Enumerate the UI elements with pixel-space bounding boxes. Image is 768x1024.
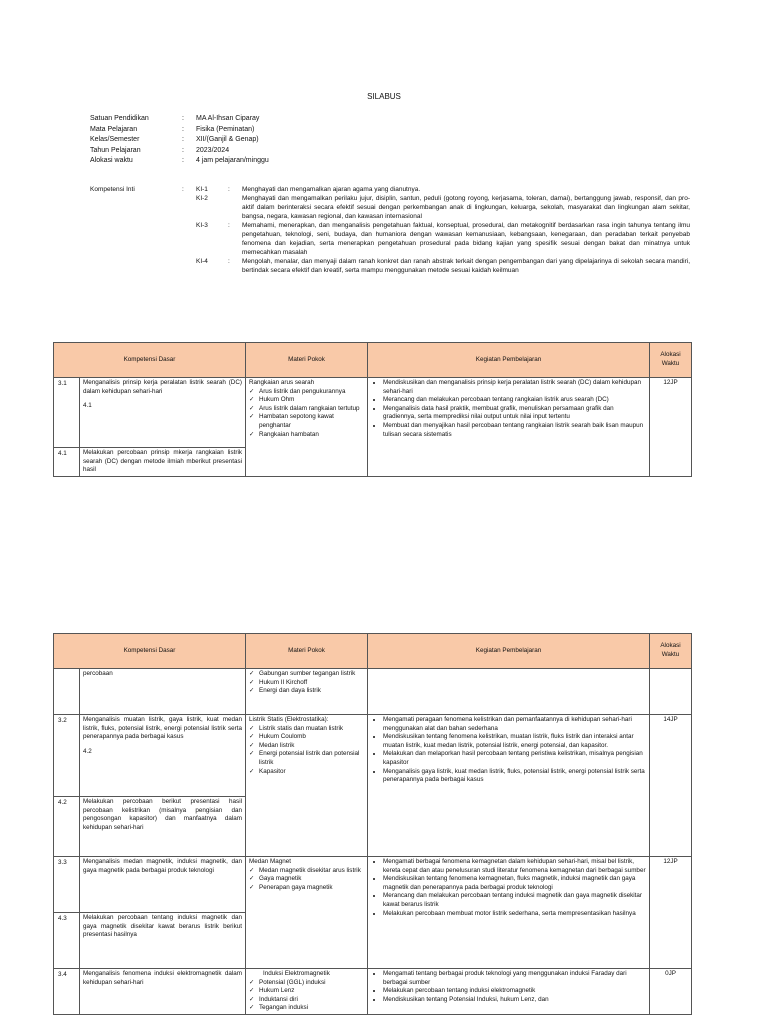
materi-cell <box>246 669 368 715</box>
materi-cell: Medan Magnet ✓ Medan magnetik disekitar arus listrik ✓ Gaya magnetik ✓ Penerapan gaya magnetik <box>246 857 368 969</box>
meta-row: Tahun Pelajaran : 2023/2024 <box>90 146 230 154</box>
alokasi-cell: 12JP <box>650 378 692 477</box>
list-item: ✓ Medan magnetik disekitar arus listrik <box>259 867 364 876</box>
kd-number: 3.4 <box>54 969 80 1015</box>
header-alokasi: Alokasi Waktu <box>650 343 692 378</box>
list-item: • Membuat dan menyajikan hasil percobaan tentang rangkaian listrik searah baik lisan maupun tulisan secara sistematis <box>383 422 646 439</box>
meta-row: Mata Pelajaran : Fisika (Peminatan) <box>90 125 255 133</box>
list-item: ✓ Energi dan daya listrik <box>259 687 364 696</box>
kd-number: 3.2 <box>54 715 80 797</box>
list-item: ✓ Energi potensial listrik dan potensial listrik <box>259 750 364 767</box>
list-item: • Mengamati tentang berbagai produk teknologi yang menggunakan induksi Faraday dari berbagai sumber <box>383 970 646 987</box>
silabus-table-1 <box>53 342 692 477</box>
list-item: • Menganalisis gaya listrik, kuat medan listrik, fluks, potensial listrik, energi potensial listrik serta penerapannya pada berbagai kasus <box>383 768 646 785</box>
list-item: ✓ Arus listrik dalam rangkaian tertutup <box>259 405 364 414</box>
kd-cell: Melakukan percobaan berikut presentasi hasil percobaan kelistrikan (misalnya pengisian dan pengosongan kapasitor) dan manfaatnya dalam kehidupan sehari-hari <box>80 797 246 857</box>
ki-row: Kompetensi Inti : KI-1 : Menghayati dan mengamalkan ajaran agama yang dianutnya. <box>90 186 421 193</box>
list-item: • Merancang dan melakukan percobaan tentang rangkaian listrik arus searah (DC) <box>383 396 646 405</box>
table-header <box>54 634 692 669</box>
kegiatan-cell <box>368 857 650 969</box>
materi-cell: Rangkaian arus searah ✓ Arus listrik dan pengukurannya ✓ Hukum Ohm ✓ Arus listrik dalam rangkaian tertutup ✓ Hambatan sepotong kawat penghantar ✓ Rangkaian hambatan <box>246 378 368 477</box>
table-row <box>54 969 692 1015</box>
list-item: • Melakukan percobaan membuat motor listrik sederhana, serta mempresentasikan hasilnya <box>383 910 646 919</box>
kd-number: 4.2 <box>54 797 80 857</box>
list-item: ✓ Hukum Lenz <box>259 987 364 996</box>
header-materi: Materi Pokok <box>246 343 368 378</box>
kd-cell: Menganalisis muatan listrik, gaya listrik, kuat medan listrik, fluks, potensial listrik, energi potensial listrik serta penerapannya pada berbagai kasus 4.2 <box>80 715 246 797</box>
list-item: ✓ Gaya magnetik <box>259 875 364 884</box>
alokasi-cell: 0JP <box>650 969 692 1015</box>
kd-number: 4.3 <box>54 913 80 969</box>
table-header <box>54 343 692 378</box>
materi-cell: Induksi Elektromagnetik ✓ Potensial (GGL) induksi ✓ Hukum Lenz ✓ Induktansi diri ✓ Tegangan induksi <box>246 969 368 1015</box>
header-kegiatan: Kegiatan Pembelajaran <box>368 343 650 378</box>
list-item: • Mengamati peragaan fenomena kelistrikan dan pemanfaatannya di kehidupan sehari-hari menggunakan alat dan bahan sederhana <box>383 716 646 733</box>
list-item: ✓ Kapasitor <box>259 768 364 777</box>
kd-cell: Menganalisis fenomena induksi elektromagnetik dalam kehidupan sehari-hari <box>80 969 246 1015</box>
list-item: • Melakukan percobaan tentang induksi elektromagnetik <box>383 987 646 996</box>
kd-cell: Melakukan percobaan prinsip mkerja rangkaian listrik searah (DC) dengan metode ilmiah mberikut presentasi hasil <box>80 448 246 477</box>
list-item: • Mendiskusikan dan menganalisis prinsip kerja peralatan listrik searah (DC) dalam kehidupan sehari-hari <box>383 379 646 396</box>
kompetensi-inti <box>90 185 690 275</box>
meta-row: Kelas/Semester : XII/(Ganjil & Genap) <box>90 136 259 143</box>
meta-row: Alokasi waktu : 4 jam pelajaran/minggu <box>90 157 269 164</box>
table-row <box>54 378 692 448</box>
list-item: • Menganalisis data hasil praktik, membuat grafik, menuliskan persamaan grafik dan gradiennya, serta memprediksi nilai output untuk nilai input tertentu <box>383 405 646 422</box>
list-item: ✓ Hukum Ohm <box>259 396 364 405</box>
page-title: SILABUS <box>367 92 401 101</box>
list-item: ✓ Hukum Coulomb <box>259 733 364 742</box>
kd-number: 4.1 <box>54 448 80 477</box>
kegiatan-cell <box>368 969 650 1015</box>
table-row <box>54 857 692 913</box>
ki-row: KI-2 Menghayati dan mengamalkan perilaku jujur, disiplin, santun, peduli (gotong royong, kerjasama, toleran, damai), bertanggung jawab, responsif, dan pro-aktif dalam berinteraksi secara efektif sesuai dengan perkembangan anak di lingkungan, keluarga, sekolah, masyarakat dan lingkungan alam sekitar, bangsa, negara, kawasan regional, dan kawasan internasional <box>196 195 690 220</box>
list-item: ✓ Gabungan sumber tegangan listrik <box>259 670 364 679</box>
list-item: ✓ Rangkaian hambatan <box>259 431 364 440</box>
kd-cell: Menganalisis prinsip kerja peralatan listrik searah (DC) dalam kehidupan sehari-hari 4.1 <box>80 378 246 448</box>
list-item: ✓ Arus listrik dan pengukurannya <box>259 388 364 397</box>
kd-number: 3.1 <box>54 378 80 448</box>
list-item: • Mendiskusikan tentang fenomena kemagnetan, fluks magnetik, induksi magnetik dan gaya magnetik dan penerapannya pada berbagai produk teknologi <box>383 875 646 892</box>
alokasi-cell: 12JP <box>650 857 692 969</box>
list-item: ✓ Penerapan gaya magnetik <box>259 884 364 893</box>
header-kd: Kompetensi Dasar <box>54 634 246 669</box>
list-item: • Mengamati berbagai fenomena kemagnetan dalam kehidupan sehari-hari, misal bel listrik, kereta cepat dan atau penelusuran studi literatur fenomena kemagnetan dari berbagai sumber <box>383 858 646 875</box>
header-kegiatan: Kegiatan Pembelajaran <box>368 634 650 669</box>
alokasi-cell: 14JP <box>650 715 692 857</box>
table-row <box>54 669 692 715</box>
ki-row: KI-4 : Mengolah, menalar, dan menyaji dalam ranah konkret dan ranah abstrak terkait dengan pengembangan dari yang dipelajarinya di sekolah secara mandiri, bertindak secara efektif dan kreatif, serta mampu menggunakan metode sesuai kaidah keilmuan <box>196 258 690 274</box>
list-item: ✓ Hukum II Kirchoff <box>259 679 364 688</box>
meta-row: Satuan Pendidikan : MA Al-Ihsan Ciparay <box>90 115 260 122</box>
identity-block <box>90 114 269 167</box>
list-item: ✓ Tegangan induksi <box>259 1004 364 1013</box>
list-item: ✓ Potensial (GGL) induksi <box>259 979 364 988</box>
list-item: • Mendiskusikan tentang Potensial Induksi, hukum Lenz, dan <box>383 996 646 1005</box>
list-item: ✓ Hambatan sepotong kawat penghantar <box>259 413 364 430</box>
header-materi: Materi Pokok <box>246 634 368 669</box>
ki-row: KI-3 : Memahami, menerapkan, dan menganalisis pengetahuan faktual, konseptual, prosedural, dan metakognitif berdasarkan rasa ingin tahunya tentang ilmu pengetahuan, teknologi, seni, budaya, dan humaniora dengan wawasan kemanusiaan, kebangsaan, kenegaraan, dan peradaban terkait penyebab fenomena dan kejadian, serta menerapkan pengetahuan prosedural pada bidang kajian yang spesifik sesuai dengan bakat dan minatnya untuk memecahkan masalah <box>196 222 690 256</box>
list-item: ✓ Induktansi diri <box>259 996 364 1005</box>
kd-cell: Melakukan percobaan tentang induksi magnetik dan gaya magnetik disekitar kawat berarus listrik berikut presentasi hasilnya <box>80 913 246 969</box>
silabus-table-2 <box>53 633 692 1015</box>
kegiatan-cell <box>368 715 650 857</box>
kd-cell: Menganalisis medan magnetik, induksi magnetik, dan gaya magnetik pada berbagai produk teknologi <box>80 857 246 913</box>
kegiatan-cell <box>368 378 650 477</box>
list-item: • Merancang dan melakukan percobaan tentang induksi magnetik dan gaya magnetik disekitar kawat berarus listrik <box>383 892 646 909</box>
list-item: • Melakukan dan melaporkan hasil percobaan tentang peristiwa kelistrikan, misalnya pengisian kapasitor <box>383 750 646 767</box>
table-row <box>54 715 692 797</box>
materi-cell: Listrik Statis (Elektrostatika): ✓ Listrik statis dan muatan listrik ✓ Hukum Coulomb ✓ Medan listrik ✓ Energi potensial listrik dan potensial listrik ✓ Kapasitor <box>246 715 368 857</box>
list-item: ✓ Medan listrik <box>259 742 364 751</box>
header-kd: Kompetensi Dasar <box>54 343 246 378</box>
list-item: • Mendiskusikan tentang fenomena kelistrikan, muatan listrik, fluks listrik dan interaksi antar muatan listrik, kuat medan listrik, potensial listrik, energi potensial, dan kapasitor. <box>383 733 646 750</box>
kd-cell: percobaan <box>80 669 246 715</box>
list-item: ✓ Listrik statis dan muatan listrik <box>259 725 364 734</box>
kd-number: 3.3 <box>54 857 80 913</box>
header-alokasi: Alokasi Waktu <box>650 634 692 669</box>
